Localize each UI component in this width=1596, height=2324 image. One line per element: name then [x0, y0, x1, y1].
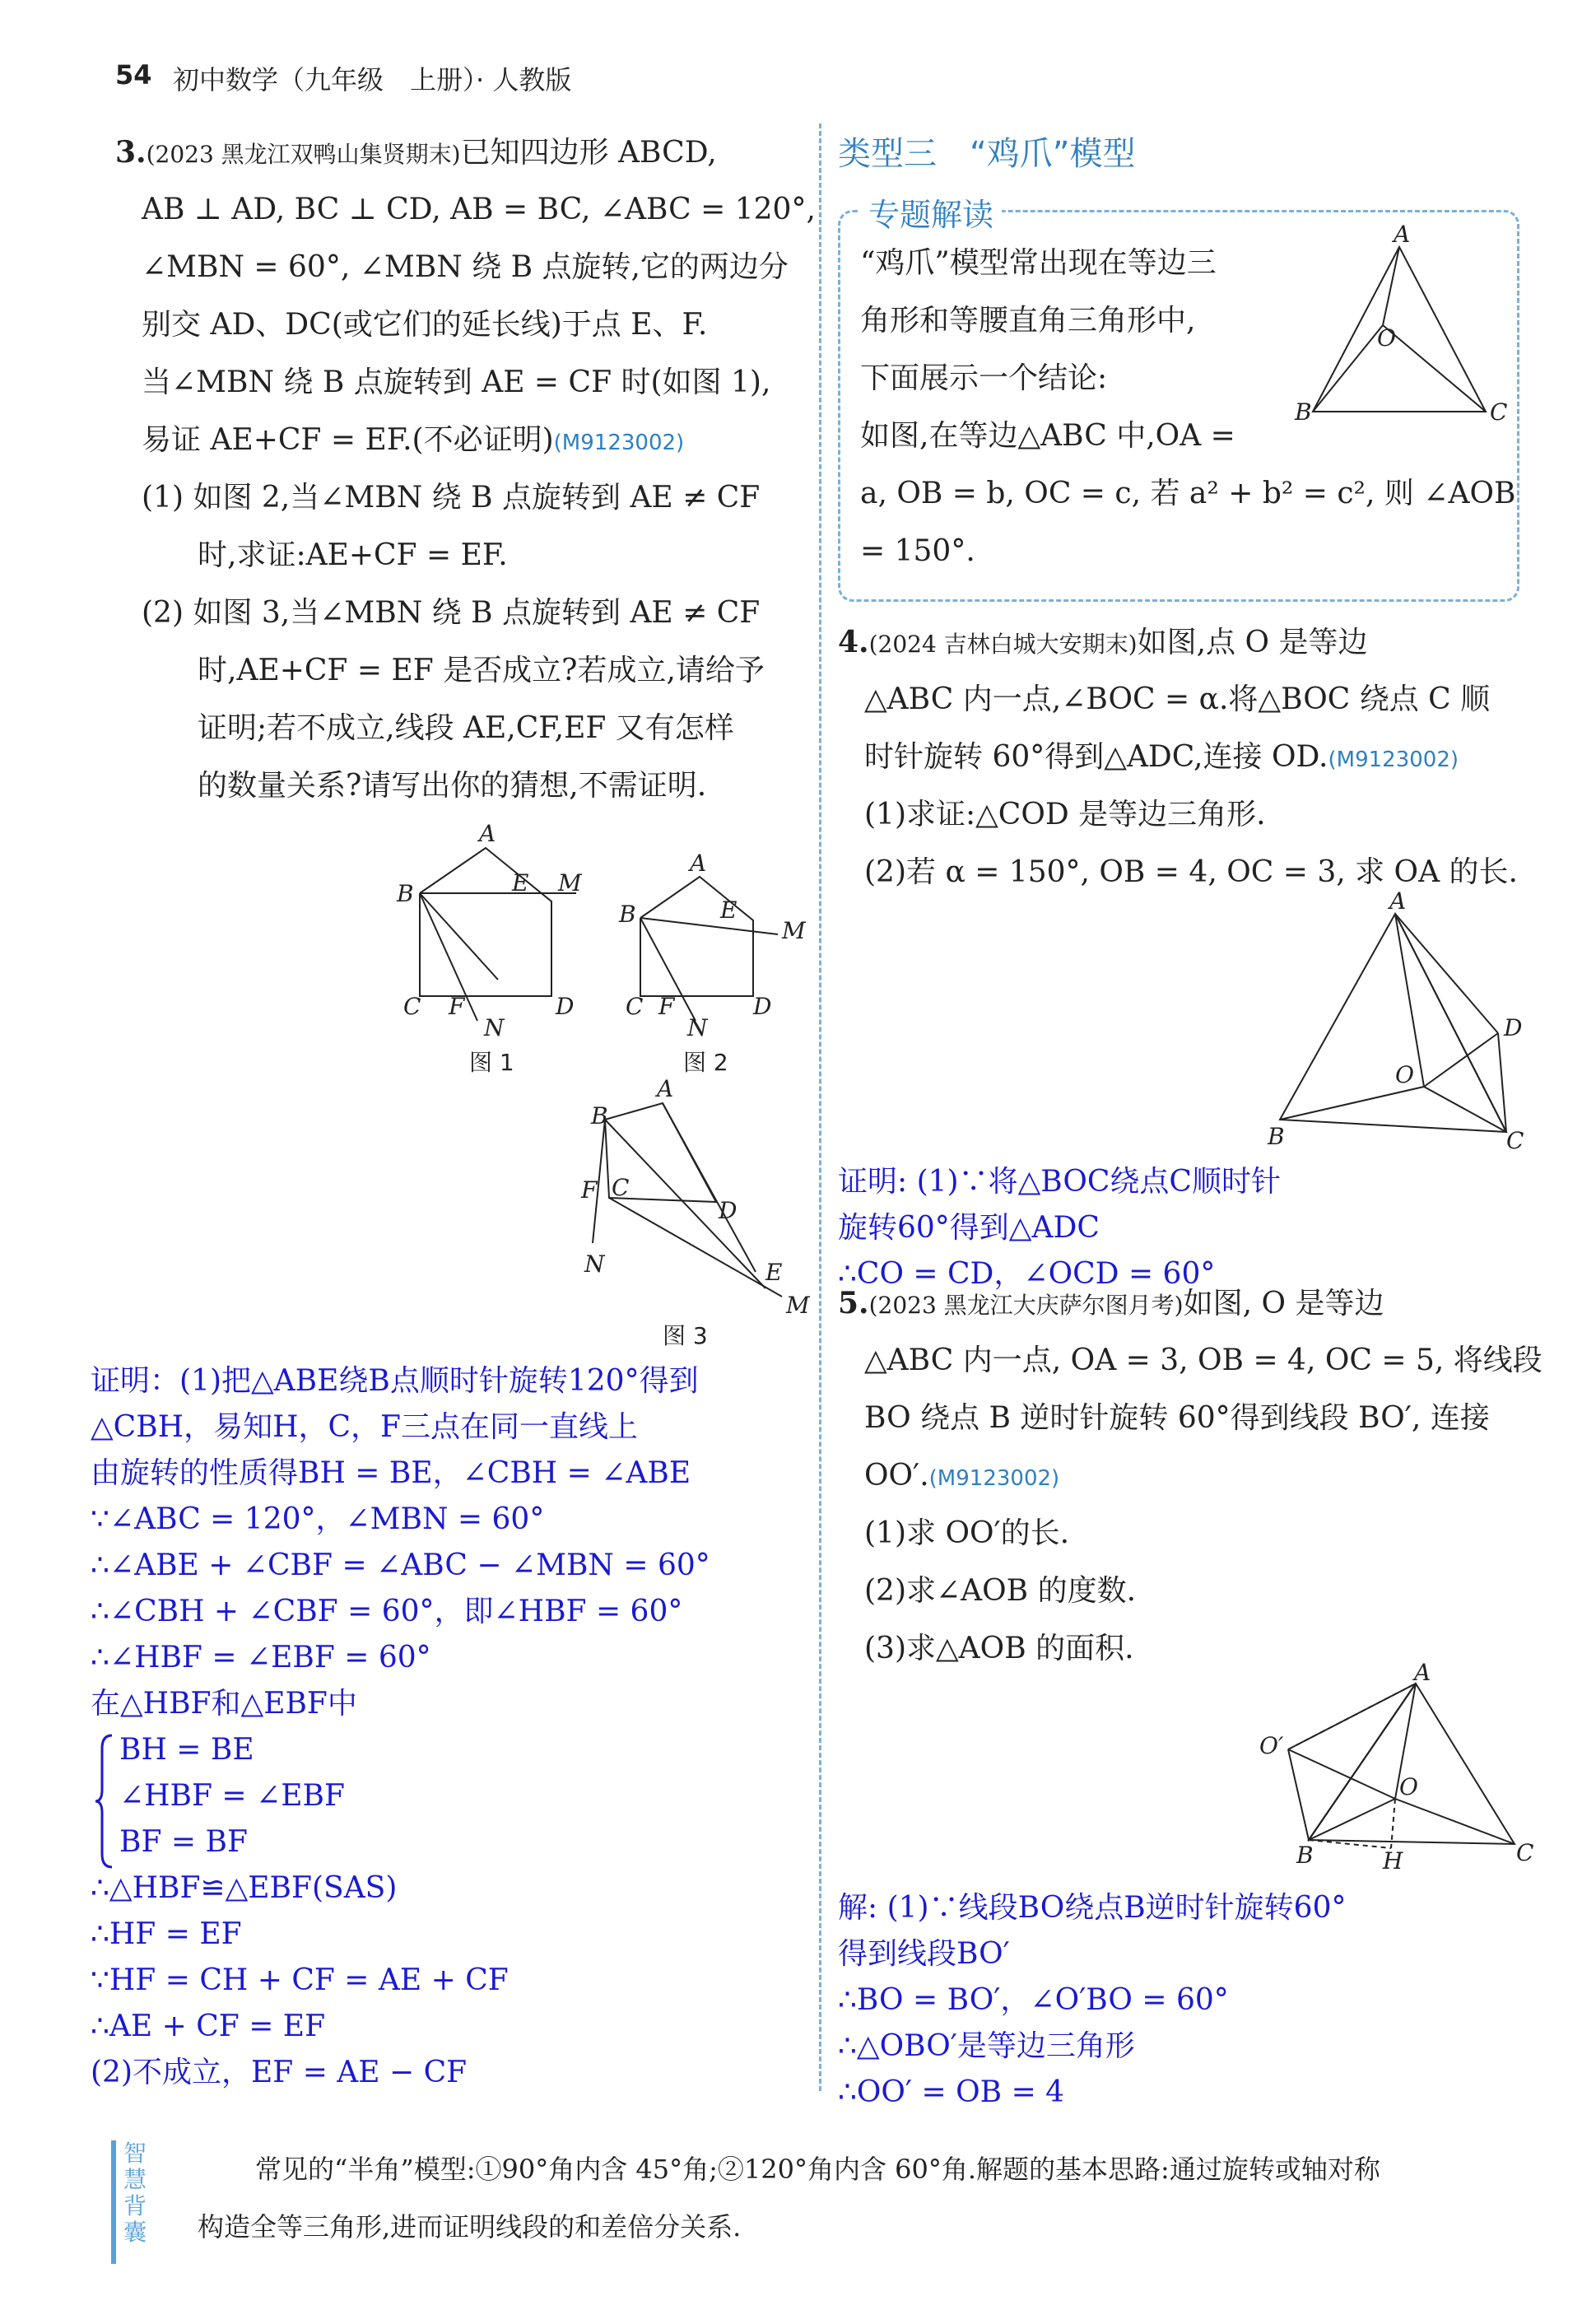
- q3-answer-12: ∴△HBF≌△EBF(SAS): [91, 1871, 398, 1905]
- topic-box-label: 专题解读: [860, 189, 1002, 235]
- q5-part2: (2)求∠AOB 的度数.: [864, 1574, 1137, 1608]
- q3-answer-16: (2)不成立，EF = AE − CF: [91, 2056, 468, 2089]
- fig3-caption: 图 3: [663, 1322, 708, 1349]
- q3-answer-2: △CBH，易知H，C，F三点在同一直线上: [91, 1410, 638, 1444]
- fig3-label-b: B: [591, 1102, 608, 1129]
- q5-part1: (1)求 OO′的长.: [864, 1516, 1070, 1550]
- type3-label-a: A: [1394, 221, 1411, 248]
- fig3-label-e: E: [765, 1259, 783, 1286]
- q3-answer-6: ∴∠CBH + ∠CBF = 60°，即∠HBF = 60°: [91, 1595, 683, 1628]
- q5-figure: [1251, 1659, 1534, 1875]
- q5-source: (2023 黑龙江大庆萨尔图月考): [868, 1292, 1184, 1319]
- q3-text-0: 已知四边形 ABCD,: [460, 136, 717, 170]
- tip-label-char-3: 背: [123, 2192, 147, 2219]
- tip-line-2: 构造全等三角形,进而证明线段的和差倍分关系.: [198, 2211, 742, 2242]
- fig3-label-f: F: [581, 1176, 598, 1204]
- q4-label-b: B: [1268, 1123, 1285, 1150]
- fig3-label-n: N: [584, 1250, 605, 1278]
- type3-line-4: 如图,在等边△ABC 中,OA =: [860, 419, 1235, 453]
- fig1-label-b: B: [397, 880, 414, 907]
- q5-answer-3: ∴BO = BO′，∠O′BO = 60°: [838, 1983, 1229, 2017]
- type3-figure: [1280, 222, 1510, 428]
- fig2-caption: 图 2: [683, 1049, 728, 1076]
- fig2-label-b: B: [619, 901, 636, 928]
- q5-label-o: O: [1399, 1773, 1418, 1800]
- q4-part1: (1)求证:△COD 是等边三角形.: [864, 798, 1266, 831]
- fig1-label-n: N: [484, 1014, 505, 1041]
- q4-number: 4.: [838, 625, 869, 659]
- q4-answer-2: 旋转60°得到△ADC: [838, 1211, 1100, 1245]
- brace-icon: [92, 1732, 117, 1870]
- fig2-label-m: M: [782, 917, 806, 944]
- type3-label-o: O: [1377, 324, 1396, 352]
- q4-part2: (2)若 α = 150°, OB = 4, OC = 3, 求 OA 的长.: [864, 855, 1518, 889]
- q5-line-1: [838, 1274, 1384, 1334]
- q5-line-3: BO 绕点 B 逆时针旋转 60°得到线段 BO′, 连接: [864, 1401, 1490, 1435]
- type3-line-5: a, OB = b, OC = c, 若 a² + b² = c², 则 ∠AOB: [860, 477, 1516, 510]
- q5-line-4: [864, 1447, 1059, 1507]
- type3-line-1: “鸡爪”模型常出现在等边三: [860, 246, 1217, 280]
- fig1-label-m: M: [558, 869, 582, 897]
- q3-answer-11: BF = BF: [119, 1825, 248, 1859]
- q4-answer-3-clip: [838, 1251, 1216, 1291]
- q3-answer-4: ∵∠ABC = 120°，∠MBN = 60°: [91, 1502, 545, 1536]
- q3-answer-8: 在△HBF和△EBF中: [91, 1687, 357, 1721]
- q3-answer-5: ∴∠ABE + ∠CBF = ∠ABC − ∠MBN = 60°: [91, 1549, 710, 1582]
- q3-line-4: 别交 AD、DC(或它们的延长线)于点 E、F.: [142, 308, 708, 342]
- q3-part2-a: (2) 如图 3,当∠MBN 绕 B 点旋转到 AE ≠ CF: [142, 596, 761, 630]
- q5-label-a: A: [1414, 1659, 1431, 1686]
- q3-line-1: [115, 123, 717, 184]
- page-number: 54: [115, 59, 152, 91]
- q3-answer-3: 由旋转的性质得BH = BE，∠CBH = ∠ABE: [91, 1456, 691, 1490]
- q3-code: (M9123002): [553, 431, 685, 455]
- fig3-label-d: D: [719, 1197, 738, 1224]
- q5-answer-5: ∴OO′ = OB = 4: [838, 2075, 1065, 2109]
- q5-answer-4: ∴△OBO′是等边三角形: [838, 2029, 1135, 2063]
- q3-text-5: 易证 AE+CF = EF.(不必证明): [142, 423, 554, 457]
- q4-label-a: A: [1389, 887, 1407, 915]
- q4-label-d: D: [1504, 1014, 1523, 1041]
- q5-label-h: H: [1383, 1847, 1403, 1875]
- fig2-label-c: C: [626, 993, 644, 1020]
- q5-answer-2: 得到线段BO′: [838, 1937, 1010, 1971]
- q5-text-0: 如图, O 是等边: [1183, 1287, 1384, 1320]
- q4-line-2: △ABC 内一点,∠BOC = α.将△BOC 绕点 C 顺: [864, 682, 1491, 716]
- tip-label-char-2: 慧: [123, 2166, 147, 2193]
- fig2-label-e: E: [720, 897, 738, 924]
- q3-answer-15: ∴AE + CF = EF: [91, 2010, 326, 2043]
- q5-label-c: C: [1516, 1839, 1534, 1866]
- q3-answer-10: ∠HBF = ∠EBF: [119, 1779, 345, 1813]
- type3-label-c: C: [1490, 398, 1508, 426]
- tip-bar: [111, 2140, 116, 2264]
- q5-label-b: B: [1296, 1842, 1314, 1869]
- q3-answer-7: ∴∠HBF = ∠EBF = 60°: [91, 1641, 431, 1674]
- type3-label-b: B: [1295, 398, 1312, 426]
- q3-line-3: ∠MBN = 60°, ∠MBN 绕 B 点旋转,它的两边分: [142, 250, 789, 284]
- figure-1-and-2: [379, 820, 807, 1095]
- fig1-label-c: C: [403, 993, 421, 1020]
- q3-answer-1: 证明：(1)把△ABE绕B点顺时针旋转120°得到: [91, 1364, 699, 1398]
- figure-1: [420, 848, 576, 1021]
- q5-code: (M9123002): [928, 1466, 1060, 1491]
- q3-answer-9: BH = BE: [119, 1733, 254, 1767]
- book-title: 初中数学（九年级 上册）· 人教版: [173, 64, 572, 95]
- q3-line-5: 当∠MBN 绕 B 点旋转到 AE = CF 时(如图 1),: [142, 366, 771, 399]
- q3-part2-c: 证明;若不成立,线段 AE,CF,EF 又有怎样: [198, 711, 734, 745]
- column-divider: [819, 123, 821, 2091]
- q4-answer-1: 证明: (1)∵将△BOC绕点C顺时针: [838, 1165, 1281, 1199]
- fig2-label-n: N: [687, 1014, 708, 1041]
- fig1-caption: 图 1: [469, 1049, 514, 1076]
- q4-code: (M9123002): [1328, 747, 1459, 772]
- q5-number: 5.: [838, 1286, 869, 1320]
- q3-number: 3.: [115, 135, 147, 170]
- fig2-label-d: D: [753, 993, 772, 1020]
- type3-heading: 类型三 “鸡爪”模型: [838, 135, 1136, 173]
- fig3-label-m: M: [786, 1292, 810, 1319]
- q3-part1-a: (1) 如图 2,当∠MBN 绕 B 点旋转到 AE ≠ CF: [142, 481, 761, 515]
- q4-line-1: [838, 613, 1367, 673]
- figure-3: [560, 1075, 810, 1349]
- q4-answer-3: ∴CO = CD，∠OCD = 60°: [838, 1257, 1216, 1291]
- q5-answer-1: 解: (1)∵线段BO绕点B逆时针旋转60°: [838, 1891, 1347, 1925]
- q4-text-2: 时针旋转 60°得到△ADC,连接 OD.: [864, 740, 1328, 774]
- type3-line-6: = 150°.: [860, 534, 975, 568]
- fig2-label-f: F: [658, 993, 675, 1020]
- tip-line-1: 常见的“半角”模型:①90°角内含 45°角;②120°角内含 60°角.解题的基本思路:通过旋转或轴对称: [255, 2154, 1380, 2185]
- fig1-label-f: F: [449, 993, 465, 1020]
- q3-source: (2023 黑龙江双鸭山集贤期末): [146, 141, 461, 168]
- q3-part1-b: 时,求证:AE+CF = EF.: [198, 538, 508, 572]
- fig1-label-d: D: [556, 993, 575, 1020]
- fig3-label-c: C: [612, 1174, 630, 1201]
- q4-line-3: [864, 729, 1459, 789]
- q5-text-3: OO′.: [864, 1459, 929, 1493]
- tip-label-char-4: 囊: [123, 2219, 147, 2246]
- fig1-label-e: E: [512, 869, 529, 897]
- q3-answer-14: ∵HF = CH + CF = AE + CF: [91, 1963, 509, 1997]
- q3-part2-b: 时,AE+CF = EF 是否成立?若成立,请给予: [198, 654, 765, 687]
- tip-label-char-1: 智: [123, 2140, 147, 2167]
- type3-line-2: 角形和等腰直角三角形中,: [860, 304, 1196, 338]
- fig2-label-a: A: [690, 850, 707, 877]
- q3-answer-13: ∴HF = EF: [91, 1917, 242, 1951]
- q3-line-2: AB ⊥ AD, BC ⊥ CD, AB = BC, ∠ABC = 120°,: [142, 193, 816, 226]
- q5-line-2: △ABC 内一点, OA = 3, OB = 4, OC = 5, 将线段: [864, 1344, 1542, 1377]
- type3-line-3: 下面展示一个结论:: [860, 361, 1108, 395]
- fig3-label-a: A: [657, 1075, 674, 1102]
- q4-figure: [1259, 887, 1531, 1161]
- q4-source: (2024 吉林白城大安期末): [868, 631, 1138, 658]
- q5-part3: (3)求△AOB 的面积.: [864, 1632, 1134, 1665]
- q3-line-6: [142, 412, 684, 472]
- q3-part2-d: 的数量关系?请写出你的猜想,不需证明.: [198, 769, 707, 803]
- q5-label-o-prime: O′: [1259, 1732, 1284, 1759]
- q4-label-o: O: [1395, 1061, 1414, 1088]
- fig1-label-a: A: [479, 820, 496, 847]
- q4-text-0: 如图,点 O 是等边: [1137, 626, 1368, 659]
- q4-label-c: C: [1506, 1127, 1524, 1154]
- tip-label: [123, 2140, 156, 2246]
